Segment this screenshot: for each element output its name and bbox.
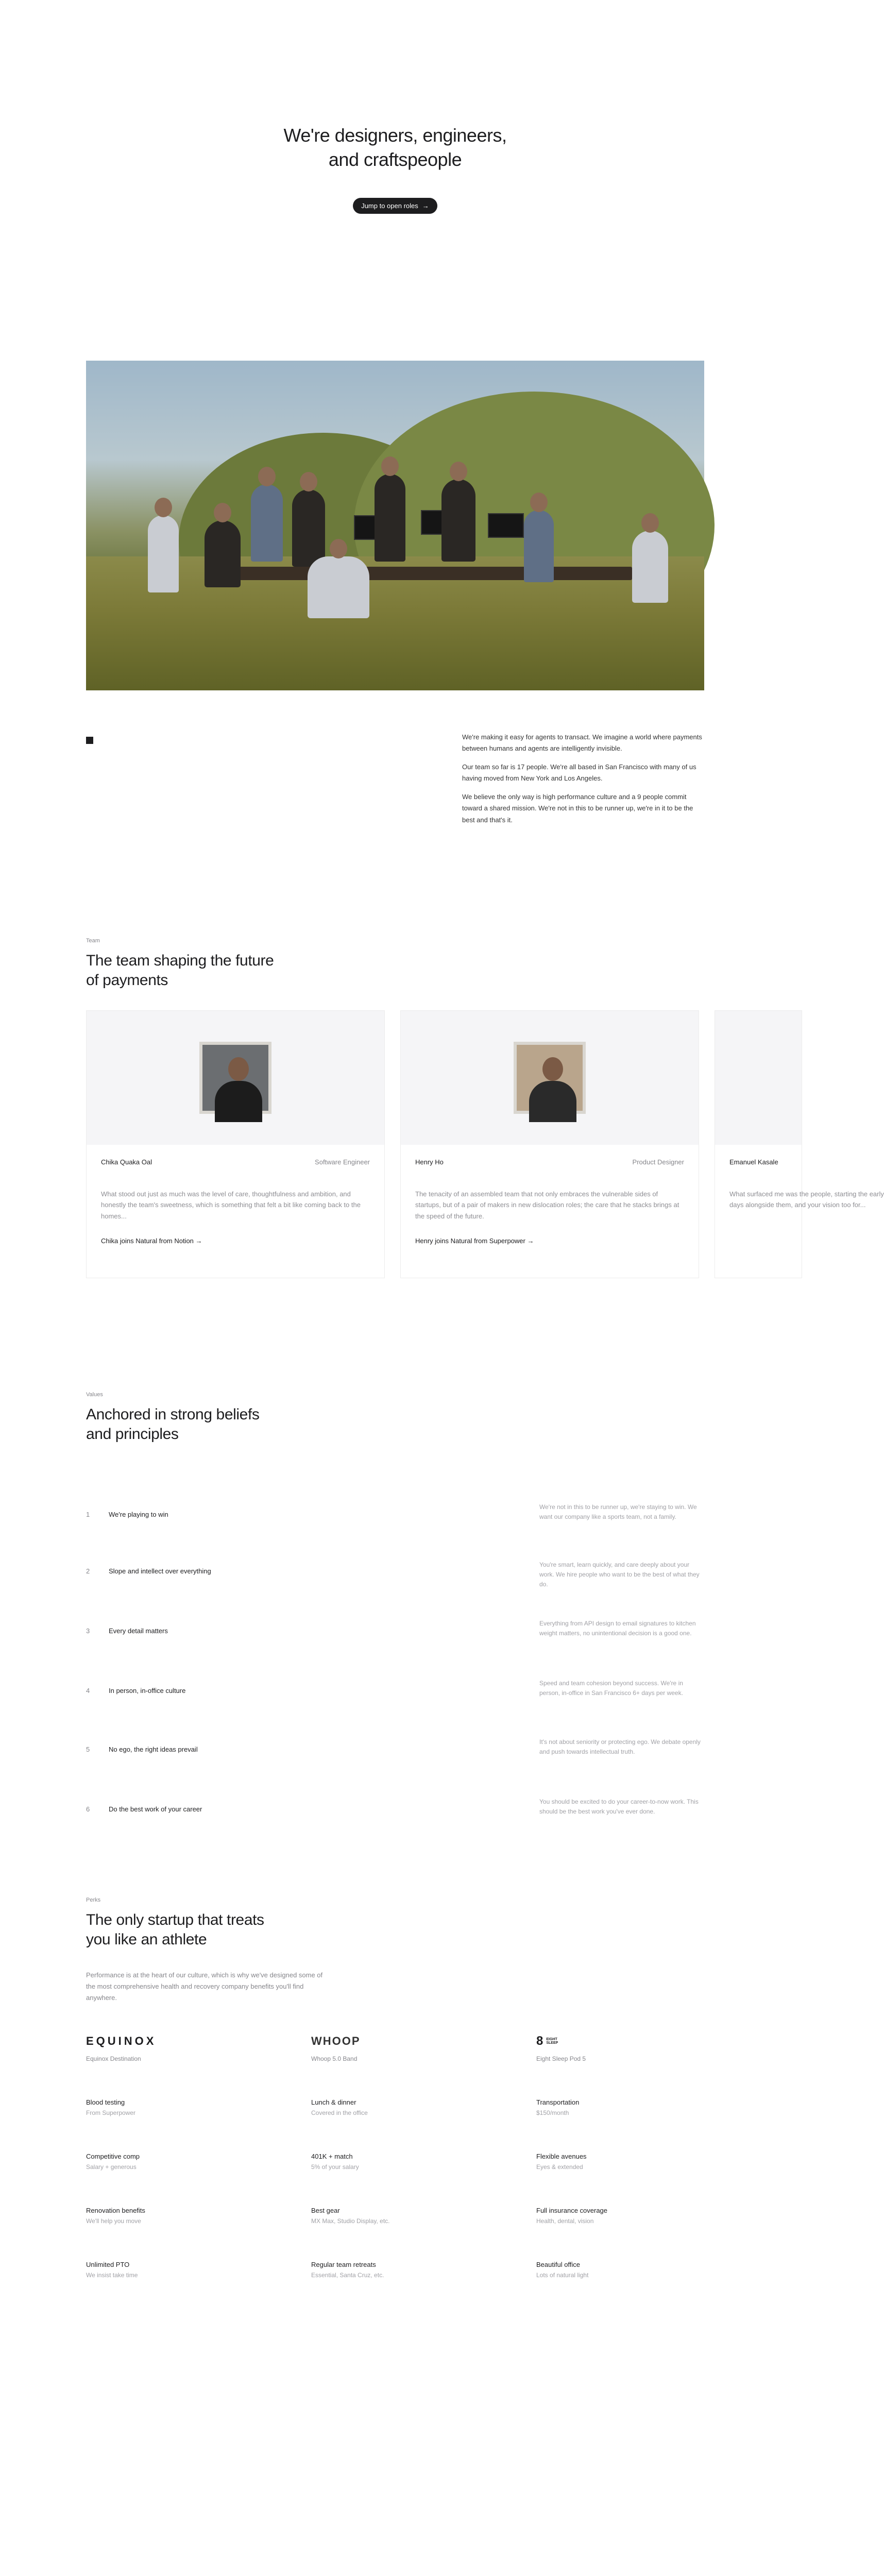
perk-item: Competitive comp Salary + generous <box>86 2153 140 2171</box>
value-note: You're smart, learn quickly, and care deeply about your work. We hire people who want to be the best of what they do. <box>539 1561 700 1588</box>
photo-person <box>148 515 179 592</box>
value-note: Everything from API design to email signatures to kitchen weight matters, no unintentional decision is a good one. <box>539 1620 696 1637</box>
eight-sleep-logo: 8 EIGHT SLEEP <box>536 2034 558 2048</box>
jump-to-roles-label: Jump to open roles <box>361 201 418 210</box>
value-note: You should be excited to do your career-to-now work. This should be the best work you've ever done. <box>539 1798 699 1816</box>
photo-monitor <box>488 513 524 538</box>
team-member-quote: The tenacity of an assembled team that not only embraces the vulnerable sides of startups, but of a pair of makers in new dislocation roles; the care that he stacks brings at the speed of the future. <box>415 1190 679 1220</box>
photo-person <box>632 531 668 603</box>
perks-section <box>86 1897 704 2279</box>
team-card <box>715 1010 884 1278</box>
values-eyebrow: Values <box>86 1392 103 1398</box>
intro-section <box>86 732 704 902</box>
values-list <box>86 1503 704 1820</box>
team-card-image <box>401 1011 699 1145</box>
team-carousel[interactable] <box>86 1010 884 1278</box>
team-member-role: Product Designer <box>632 1158 684 1166</box>
team-card <box>86 1010 385 1278</box>
perk-item: 401K + match 5% of your salary <box>311 2153 359 2171</box>
value-note: Speed and team cohesion beyond success. We're in person, in-office in San Francisco 6+ days per week. <box>539 1680 683 1697</box>
team-title: The team shaping the future of payments <box>86 952 274 989</box>
perk-item: Blood testing From Superpower <box>86 2098 136 2117</box>
team-member-link[interactable]: Chika joins Natural from Notion → <box>101 1237 202 1245</box>
team-member-quote: What surfaced me was the people, starting the early days alongside them, and your vision too for... <box>729 1190 884 1209</box>
perk-item: Beautiful office Lots of natural light <box>536 2261 589 2279</box>
perks-intro: Performance is at the heart of our culture, which is why we've designed some of the most comprehensive health and recovery company benefits you'll find anywhere. <box>86 1971 323 2002</box>
intro-paragraph: We're making it easy for agents to transact. We imagine a world where payments between humans and agents are intelligently invisible. <box>462 733 702 753</box>
perk-item: Best gear MX Max, Studio Display, etc. <box>311 2207 390 2225</box>
photo-person <box>205 520 241 587</box>
photo-table <box>230 567 632 580</box>
square-mark-icon <box>86 737 93 744</box>
value-item: 4 In person, in-office culture <box>86 1687 186 1694</box>
arrow-right-icon: → <box>422 201 429 210</box>
team-member-quote: What stood out just as much was the level of care, thoughtfulness and ambition, and honestly the team's sweetness, which is something that felt a bit like coming back to the homes... <box>101 1190 361 1220</box>
perk-item: Flexible avenues Eyes & extended <box>536 2153 587 2171</box>
team-member-link[interactable]: Henry joins Natural from Superpower → <box>415 1237 534 1245</box>
intro-paragraph: Our team so far is 17 people. We're all based in San Francisco with many of us having moved from New York and Los Angeles. <box>462 763 696 783</box>
hero-section <box>0 0 790 361</box>
perk-equinox: EQUINOX Equinox Destination <box>86 2035 311 2062</box>
values-title: Anchored in strong beliefs and principles <box>86 1406 260 1443</box>
team-eyebrow: Team <box>86 938 100 944</box>
value-item: 1 We're playing to win <box>86 1511 168 1518</box>
perks-grid <box>86 2035 704 2279</box>
photo-person <box>292 489 325 567</box>
team-card-image <box>87 1011 384 1145</box>
team-member-name: Henry Ho <box>415 1158 444 1166</box>
arrow-right-icon: → <box>195 1237 202 1245</box>
value-item: 5 No ego, the right ideas prevail <box>86 1745 198 1753</box>
perk-eight-sleep: 8 EIGHT SLEEP Eight Sleep Pod 5 <box>536 2035 704 2062</box>
team-portrait <box>514 1042 586 1114</box>
team-card-image <box>715 1011 802 1145</box>
photo-person <box>375 474 405 562</box>
team-member-name: Emanuel Kasale <box>729 1158 778 1166</box>
photo-person <box>441 479 475 562</box>
value-item: 6 Do the best work of your career <box>86 1805 202 1813</box>
jump-to-roles-button[interactable] <box>353 198 437 214</box>
value-note: We're not in this to be runner up, we're staying to win. We want our company like a sports team, not a family. <box>539 1503 697 1521</box>
value-item: 3 Every detail matters <box>86 1627 168 1635</box>
equinox-logo: EQUINOX <box>86 2035 157 2048</box>
perk-item: Transportation $150/month <box>536 2098 580 2117</box>
value-note: It's not about seniority or protecting ego. We debate openly and push towards intellectual truth. <box>539 1738 701 1756</box>
whoop-logo: WHOOP <box>311 2035 361 2048</box>
team-member-name: Chika Quaka Oal <box>101 1158 152 1166</box>
photo-person <box>251 484 283 562</box>
perk-item: Renovation benefits We'll help you move <box>86 2207 145 2225</box>
team-photo <box>86 361 704 690</box>
perks-eyebrow: Perks <box>86 1897 101 1903</box>
team-portrait <box>199 1042 271 1114</box>
intro-paragraph: We believe the only way is high performance culture and a 9 people commit toward a shared mission. We're not in this to be runner up, we're in it to be the best and that's it. <box>462 793 693 824</box>
perks-title: The only startup that treats you like an athlete <box>86 1911 264 1948</box>
team-member-role: Software Engineer <box>315 1158 370 1166</box>
perk-item: Regular team retreats Essential, Santa Cruz, etc. <box>311 2261 384 2279</box>
photo-person <box>308 556 369 618</box>
hero-title: We're designers, engineers, and craftspeople <box>283 125 507 170</box>
photo-person <box>524 510 554 582</box>
value-item: 2 Slope and intellect over everything <box>86 1567 211 1575</box>
perk-item: Full insurance coverage Health, dental, vision <box>536 2207 608 2225</box>
team-section <box>86 938 884 1278</box>
team-card <box>400 1010 699 1278</box>
values-section <box>86 1392 704 1820</box>
perk-item: Unlimited PTO We insist take time <box>86 2261 138 2279</box>
perk-whoop: WHOOP Whoop 5.0 Band <box>311 2035 536 2062</box>
intro-text <box>462 732 704 902</box>
perk-item: Lunch & dinner Covered in the office <box>311 2098 368 2117</box>
arrow-right-icon: → <box>527 1237 534 1245</box>
